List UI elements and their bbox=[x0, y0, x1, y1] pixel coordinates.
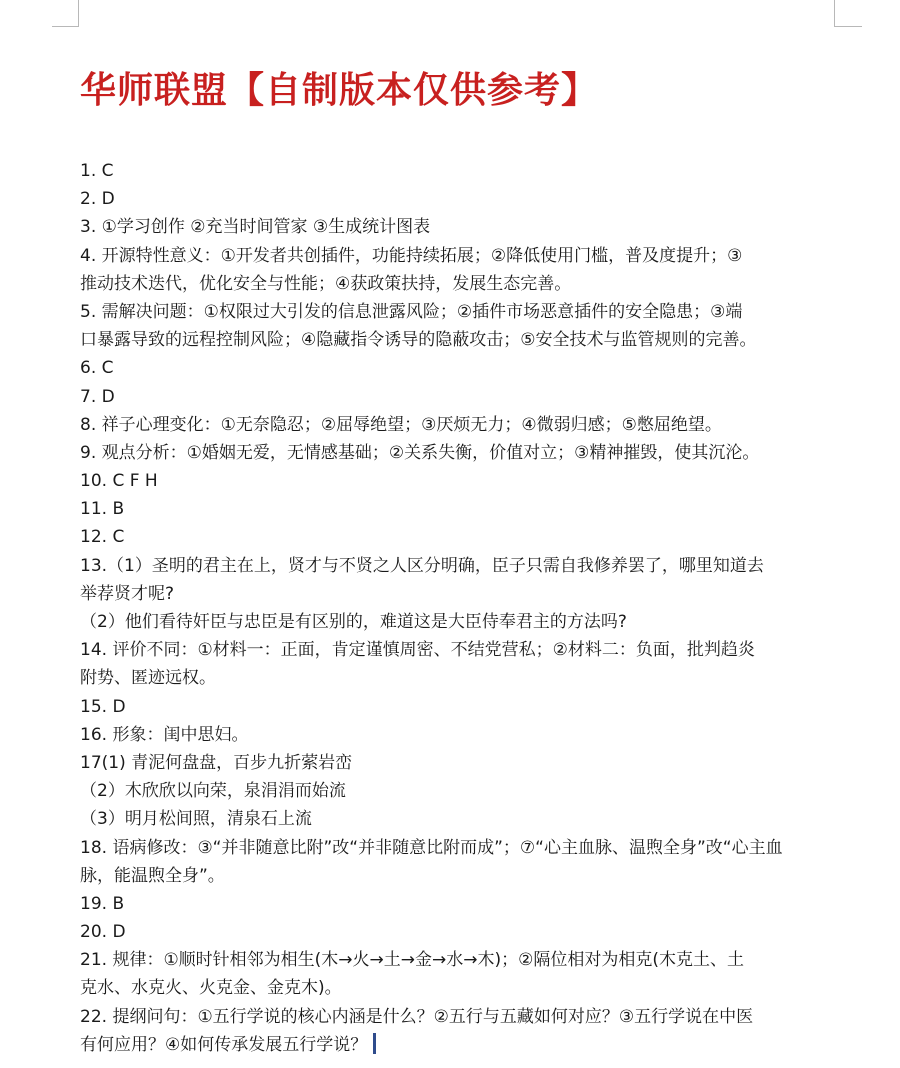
answer-line: 附势、匿迹远权。 bbox=[80, 668, 216, 689]
answer-list bbox=[80, 157, 840, 1059]
answer-line: 8. 祥子心理变化：①无奈隐忍；②屈辱绝望；③厌烦无力；④微弱归感；⑤憋屈绝望。 bbox=[80, 414, 722, 435]
answer-line: 17(1) 青泥何盘盘，百步九折萦岩峦 bbox=[80, 752, 353, 773]
page-corner-mark-top-right bbox=[834, 0, 835, 26]
answer-line: 19. B bbox=[80, 893, 125, 914]
answer-line: 9. 观点分析：①婚姻无爱，无情感基础；②关系失衡，价值对立；③精神摧毁，使其沉沦。 bbox=[80, 442, 760, 463]
answer-line: 2. D bbox=[80, 189, 115, 210]
answer-line: （3）明月松间照，清泉石上流 bbox=[80, 809, 312, 830]
page-corner-mark-top-left bbox=[52, 26, 79, 27]
answer-line: 口暴露导致的远程控制风险；④隐藏指令诱导的隐蔽攻击；⑤安全技术与监管规则的完善。 bbox=[80, 330, 757, 351]
answer-line: 13.（1）圣明的君主在上，贤才与不贤之人区分明确，臣子只需自我修养罢了，哪里知道去 bbox=[80, 555, 764, 576]
answer-line: 3. ①学习创作 ②充当时间管家 ③生成统计图表 bbox=[80, 217, 431, 238]
answer-line: 16. 形象：闺中思妇。 bbox=[80, 724, 249, 745]
text-cursor bbox=[373, 1033, 376, 1054]
answer-line: （2）他们看待奸臣与忠臣是有区别的，难道这是大臣侍奉君主的方法吗? bbox=[80, 612, 627, 632]
page-corner-mark-top-left bbox=[78, 0, 79, 26]
answer-line: 5. 需解决问题：①权限过大引发的信息泄露风险；②插件市场恶意插件的安全隐患；③端 bbox=[80, 301, 743, 322]
page-corner-mark-top-right bbox=[834, 26, 862, 27]
answer-line: 推动技术迭代，优化安全与性能；④获政策扶持，发展生态完善。 bbox=[80, 273, 572, 294]
answer-line: 11. B bbox=[80, 499, 125, 520]
answer-line-last[interactable] bbox=[80, 1031, 840, 1059]
page-title: 华师联盟【自制版本仅供参考】 bbox=[80, 70, 599, 111]
answer-line: 7. D bbox=[80, 386, 115, 407]
answer-line: 6. C bbox=[80, 358, 114, 379]
answer-line: 18. 语病修改：③“并非随意比附”改“并非随意比附而成”；⑦“心主血脉、温煦全身”改“心主血 bbox=[80, 837, 783, 858]
answer-line: 4. 开源特性意义：①开发者共创插件，功能持续拓展；②降低使用门槛，普及度提升；③ bbox=[80, 245, 743, 266]
answer-line: 14. 评价不同：①材料一：正面，肯定谨慎周密、不结党营私；②材料二：负面，批判趋炎 bbox=[80, 640, 755, 661]
answer-line: 20. D bbox=[80, 922, 126, 943]
answer-line: （2）木欣欣以向荣，泉涓涓而始流 bbox=[80, 781, 346, 802]
answer-line: 克水、水克火、火克金、金克木)。 bbox=[80, 978, 342, 999]
answer-line: 15. D bbox=[80, 696, 126, 717]
answer-line: 12. C bbox=[80, 527, 125, 548]
answer-line: 脉，能温煦全身”。 bbox=[80, 865, 225, 886]
answer-line: 1. C bbox=[80, 161, 114, 181]
answer-line: 22. 提纲问句：①五行学说的核心内涵是什么？②五行与五藏如何对应？③五行学说在中医 bbox=[80, 1006, 754, 1027]
answer-line: 举荐贤才呢? bbox=[80, 583, 175, 604]
answer-line: 21. 规律：①顺时针相邻为相生(木→火→土→金→水→木)；②隔位相对为相克(木克土、土 bbox=[80, 950, 745, 971]
answer-line-text: 有何应用？④如何传承发展五行学说？ bbox=[80, 1034, 368, 1055]
answer-line: 10. C F H bbox=[80, 471, 158, 492]
